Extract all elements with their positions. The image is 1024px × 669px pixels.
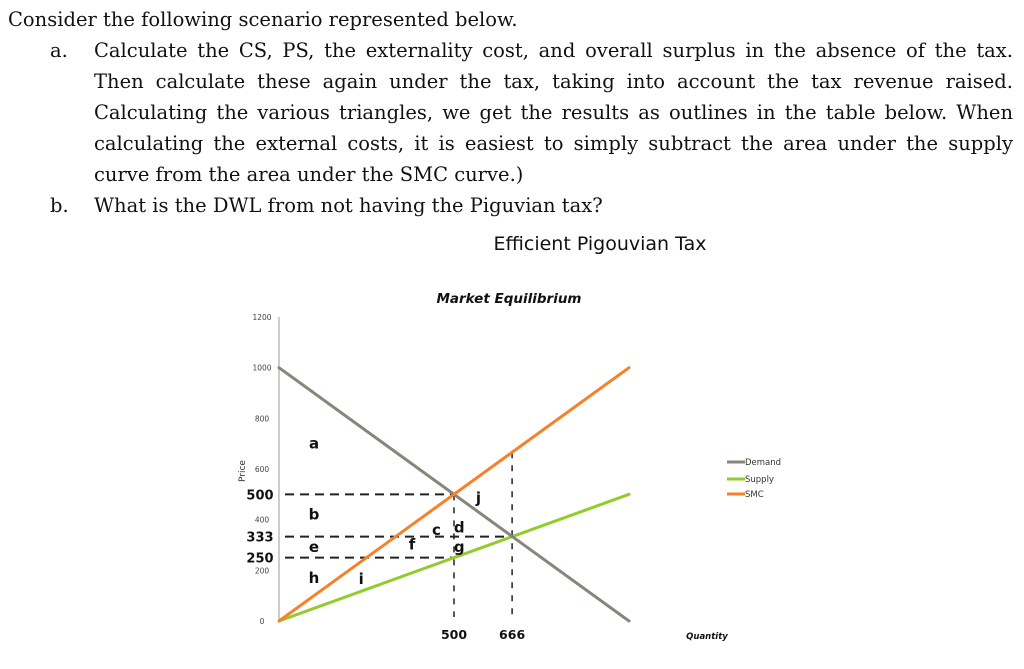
area-label-c: c <box>432 520 441 539</box>
y-marker-label: 250 <box>246 551 274 567</box>
area-label-a: a <box>308 434 320 453</box>
y-tick-label: 1200 <box>252 313 272 322</box>
x-marker-label: 500 <box>440 627 468 642</box>
chart-labels <box>238 291 728 642</box>
area-label-d: d <box>453 518 465 537</box>
chart-title: Market Equilibrium <box>436 291 582 307</box>
y-marker-label: 333 <box>246 530 274 546</box>
y-marker-label: 500 <box>246 488 274 504</box>
area-label-j: j <box>475 489 482 508</box>
area-label-e: e <box>308 538 320 557</box>
y-tick-label: 200 <box>254 566 270 576</box>
area-label-b: b <box>308 505 320 524</box>
problem-intro: Consider the following scenario represented below. <box>8 8 518 31</box>
question-a-text: Calculate the CS, PS, the externality cost, and overall surplus in the absence of the tax. Then calculate these again under the tax, taking into account the tax revenue raised. Calculating the various triangles, we get the results as outlines in the table below. When calculating the external costs, it is easiest to simply subtract the area under the supply curve from the area under the SMC curve.) <box>94 39 1013 186</box>
area-label-f: f <box>408 535 416 554</box>
y-tick-label: 400 <box>254 515 270 525</box>
legend-label-supply: Supply <box>745 475 774 485</box>
question-b-label: b. <box>50 194 69 217</box>
area-label-g: g <box>453 537 465 556</box>
y-tick-label: 1000 <box>252 363 272 373</box>
y-tick-label: 0 <box>259 617 265 626</box>
area-label-i: i <box>358 570 364 589</box>
y-tick-label: 800 <box>254 414 270 424</box>
question-b-text: What is the DWL from not having the Piguvian tax? <box>94 194 603 217</box>
area-label-h: h <box>308 568 320 587</box>
x-marker-label: 666 <box>499 627 526 642</box>
question-a-label: a. <box>50 39 68 62</box>
legend-label-demand: Demand <box>745 458 782 468</box>
legend-label-smc: SMC <box>745 490 764 500</box>
chart-legend <box>727 458 781 500</box>
x-axis-label: Quantity <box>686 632 728 642</box>
figure-heading: Efficient Pigouvian Tax <box>493 233 707 255</box>
y-axis-label: Price <box>238 460 248 482</box>
y-tick-label: 600 <box>254 465 270 474</box>
